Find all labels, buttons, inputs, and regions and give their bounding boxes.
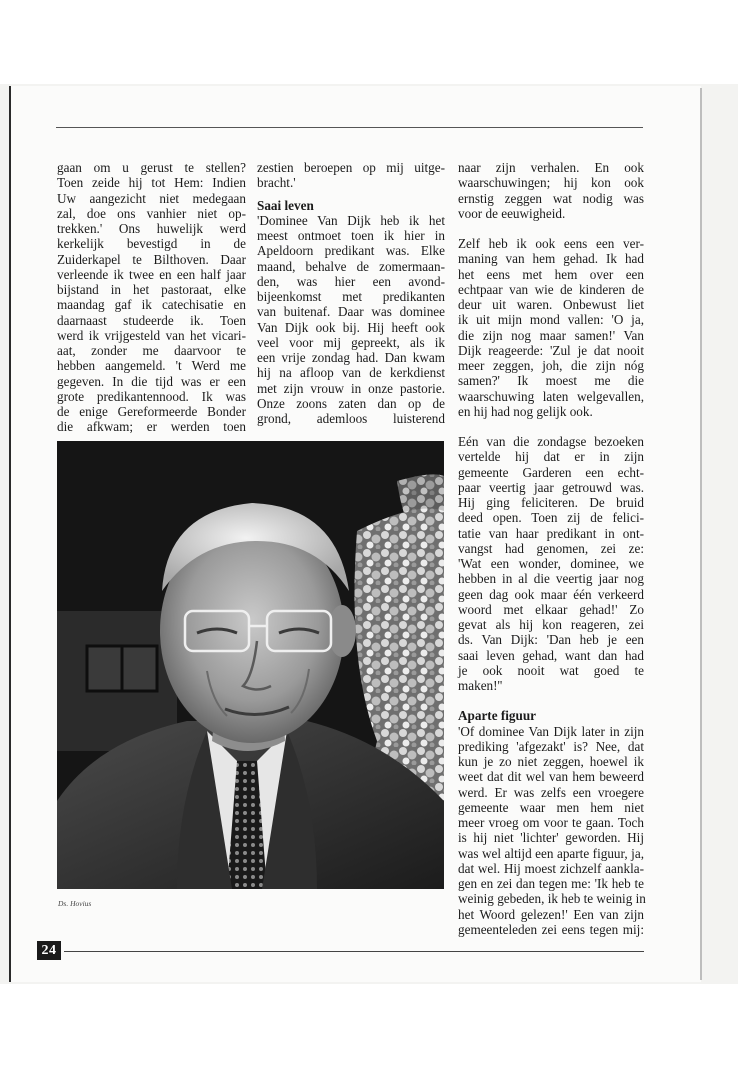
text-line: naar zijn verhalen. En ook (458, 160, 644, 175)
column-2-intro (257, 160, 445, 191)
column-3-paragraph-3 (458, 434, 644, 693)
text-line: kun je zo niet zeggen, hoewel ik (458, 754, 644, 769)
text-line: Dijk reageerde: 'Zul je dat nooit (458, 342, 644, 358)
section-heading-aparte-figuur: Aparte figuur (458, 708, 537, 724)
text-line: Van Dijk ook bij. Hij heeft ook (257, 319, 445, 335)
text-line: gen en zei dan tegen me: 'Ik heb te (458, 876, 644, 891)
page-number: 24 (37, 941, 61, 960)
text-line: grote predikantennood. Ik was (57, 388, 246, 404)
text-line: je ook nooit wat goed te (458, 662, 644, 678)
text-line: vertelde hij dat er in zijn (458, 449, 644, 465)
text-line: gegeven. In die tijd was er een (57, 373, 246, 389)
text-line: Onze zoons zaten dan op de (257, 395, 445, 411)
text-line: woord met elkaar gehad!' Zo (458, 601, 644, 617)
text-line: waarschuwing laten welgevallen, (458, 388, 644, 404)
text-line: dat wel. Hij moest zichzelf aankla- (458, 860, 644, 876)
text-line: waarschuwingen; hij kon ook (458, 175, 644, 191)
column-3-paragraph-2 (458, 236, 644, 419)
text-line: 'Dominee Van Dijk heb ik het (257, 212, 445, 228)
text-line: die zijn nog maar samen!' Van (458, 327, 644, 343)
text-line: tatie van haar predikant in ont- (458, 525, 644, 541)
column-2 (257, 160, 445, 426)
text-line: samen?' Ik moest me die (458, 373, 644, 389)
page-edge-shadow (700, 88, 702, 980)
text-line: zestien beroepen op mij uitge- (257, 160, 445, 175)
text-line: Toen zeide hij tot Hem: Indien (57, 175, 246, 191)
text-line: is hij niet 'lichter' geworden. Hij (458, 830, 644, 846)
text-line: ernstig zeggen wat nodig was (458, 190, 644, 206)
column-3 (458, 160, 644, 937)
text-line: Zelf heb ik ook eens een ver- (458, 236, 644, 251)
text-line: meest ontmoet toen ik hier in (257, 228, 445, 243)
text-line: daarnaast studeerde ik. Toen (57, 312, 246, 328)
column-2-body (257, 213, 445, 427)
text-line: gemeente waar men hem niet (458, 799, 644, 815)
text-line: aat, zonder me daarvoor te (57, 343, 246, 358)
text-line: maand, behalve de zomermaan- (257, 258, 445, 274)
text-line: vangst had genomen, zei ze: (458, 540, 644, 556)
text-line: ik uit mijn mond vallen: 'O ja, (458, 312, 644, 328)
text-line: gemeenteleden zei eens tegen mij: (458, 921, 644, 937)
text-line: trekken.' Ons huwelijk werd (57, 221, 246, 236)
text-line: echtpaar van wie de kinderen de (458, 281, 644, 297)
text-line: hebben in al die veertig jaar nog (458, 571, 644, 587)
text-line: meer vroeg om voor te gaan. Toch (458, 815, 644, 830)
text-line: bijstand in het pastoraat, elke (57, 282, 246, 297)
column-1 (57, 160, 246, 435)
text-line: het eens met hem over een (458, 266, 644, 282)
text-line: voor de eeuwigheid. (458, 205, 566, 221)
section-heading-saai-leven: Saai leven (257, 197, 314, 213)
text-line: gaan om u gerust te stellen? (57, 160, 246, 175)
text-line: en hij had nog gelijk ook. (458, 403, 593, 419)
bottom-rule (64, 951, 644, 952)
text-line: Apeldoorn predikant was. Elke (257, 243, 445, 259)
text-line: den, was hier een avond- (257, 273, 445, 289)
column-3-paragraph-1 (458, 160, 644, 221)
text-line: Eén van die zondagse bezoeken (458, 434, 644, 449)
text-line: grond, ademloos luisterend (257, 411, 445, 426)
text-line: saai leven gehad, want dan had (458, 647, 644, 663)
text-line: veel voor mij gepreekt, als ik (257, 334, 445, 350)
text-line: bracht.' (257, 175, 296, 191)
text-line: paar veertig jaar getrouwd was. (458, 479, 644, 495)
text-line: hij na afloop van de kerkdienst (257, 365, 445, 381)
text-line: bijeenkomst met predikanten (257, 289, 445, 304)
text-line: maandag gaf ik catechisatie en (57, 297, 246, 313)
text-line: ds. Van Dijk: 'Dan heb je een (458, 632, 644, 648)
text-line: kerkelijk bevestigd in de (57, 236, 246, 252)
text-line: Zuiderkapel te Bilthoven. Daar (57, 251, 246, 267)
text-line: Hij ging feliciteren. De bruid (458, 495, 644, 510)
text-line: weet dat dit wel van hem beweerd (458, 769, 644, 785)
text-line: maning van hem gehad. Ik had (458, 251, 644, 267)
text-line: het Woord gelezen!' Een van zijn (458, 906, 644, 922)
text-line: 'Wat een wonder, dominee, we (458, 556, 644, 571)
text-line: weinig gebeden, ik heb te weinig in (458, 891, 646, 907)
text-line: deur uit waren. Onbewust liet (458, 297, 644, 312)
text-line: gevat als hij kon reageren, zei (458, 617, 644, 632)
text-line: hebben aangemeld. 't Werd me (57, 358, 246, 374)
text-line: geen dag ook maar één verkeerd (458, 586, 644, 602)
portrait-photo-image (57, 441, 444, 889)
text-line: van buitenaf. Daar was dominee (257, 304, 445, 320)
text-line: de enige Gereformeerde Bonder (57, 404, 246, 419)
column-1-text (57, 160, 246, 435)
text-line: een vrije zondag had. Dan kwam (257, 350, 445, 365)
text-line: die afkwam; er werden toen (57, 419, 246, 435)
text-line: werd. Er was zelfs een vroegere (458, 784, 644, 800)
portrait-photo (57, 441, 444, 889)
text-line: zal, doe ons vanhier niet op- (57, 205, 246, 221)
photo-caption: Ds. Hovius (58, 899, 92, 908)
text-line: werd ik vrijgesteld van het vicari- (57, 327, 246, 343)
column-3-paragraph-4 (458, 724, 644, 938)
text-line: prediking 'afgezakt' is? Nee, dat (458, 738, 644, 754)
text-line: met zijn vrouw in onze pastorie. (257, 380, 445, 396)
text-line: 'Of dominee Van Dijk later in zijn (458, 723, 644, 739)
text-line: maken!'' (458, 678, 503, 693)
top-rule (56, 127, 643, 128)
text-line: verleende ik twee en een half jaar (57, 266, 246, 282)
text-line: gemeente Garderen een echt- (458, 464, 644, 480)
text-line: deed open. Toen zij de felici- (458, 510, 644, 526)
text-line: Uw aangezicht niet medegaan (57, 190, 246, 206)
text-line: meer zeggen, joh, die zijn nóg (458, 358, 644, 373)
text-line: was wel altijd een aparte figuur, ja, (458, 845, 644, 861)
